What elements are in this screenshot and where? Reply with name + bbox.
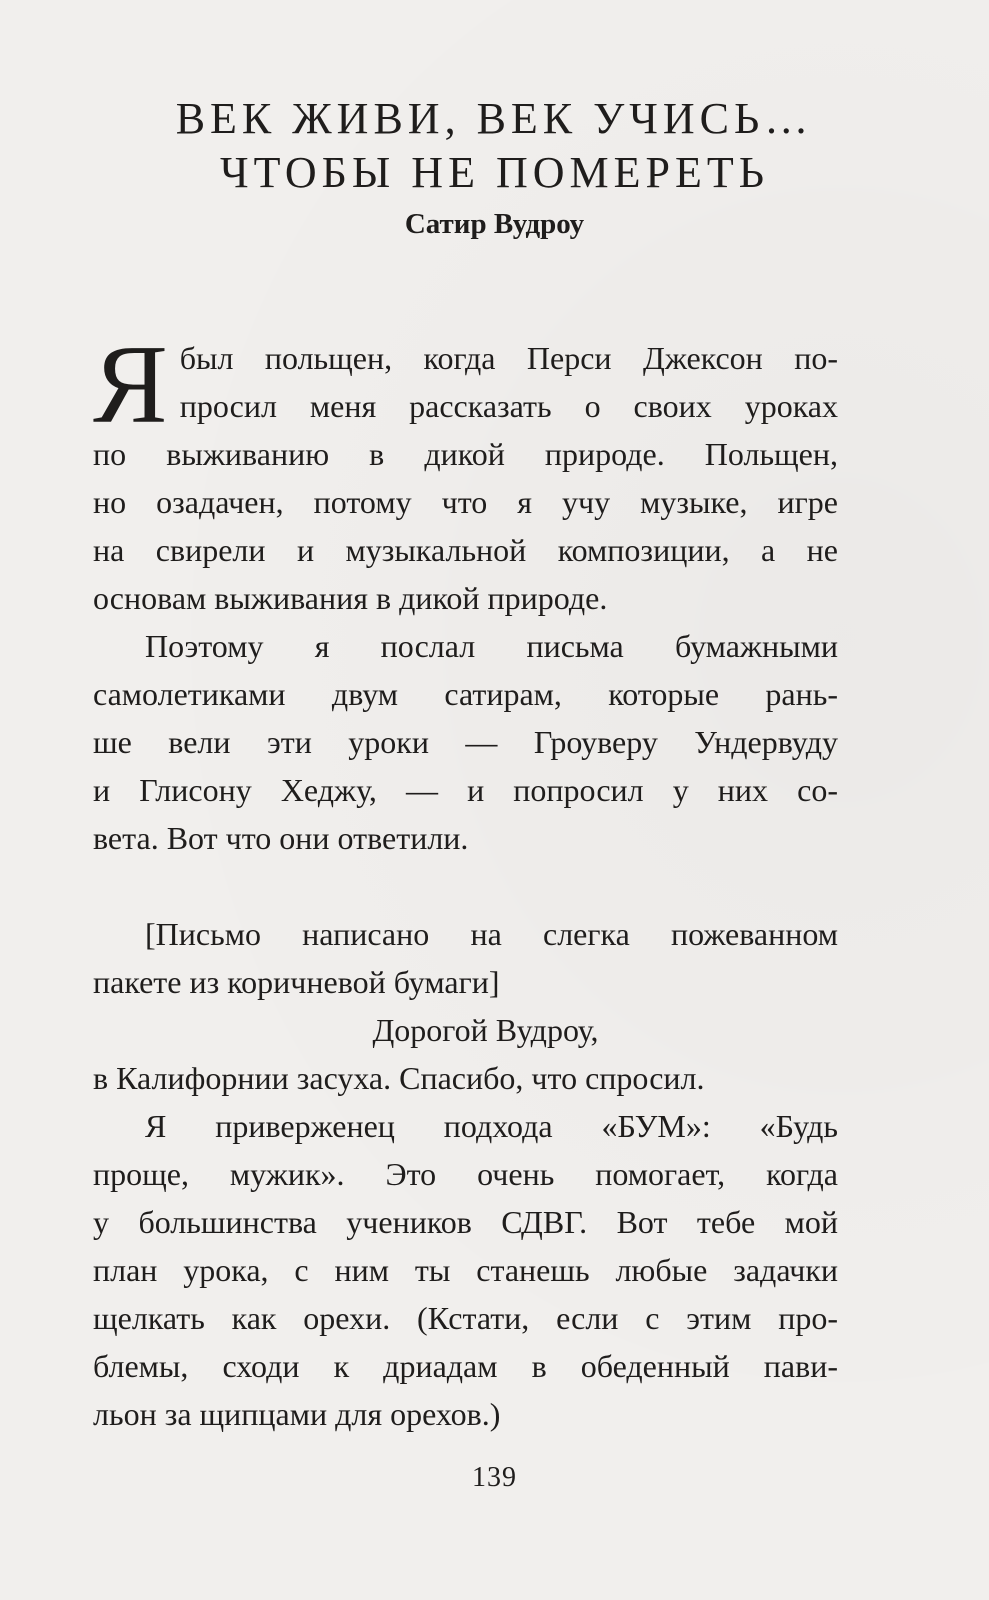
text-line: Поэтому я послал письма бумажными bbox=[145, 628, 838, 664]
text-line: и Глисону Хеджу, — и попросил у них со- bbox=[93, 772, 838, 808]
letter-note-line: пакете из коричневой бумаги] bbox=[93, 964, 500, 1000]
text-line: проще, мужик». Это очень помогает, когда bbox=[93, 1156, 838, 1192]
chapter-title-line-2: ЧТОБЫ НЕ ПОМЕРЕТЬ bbox=[220, 148, 769, 197]
section-gap bbox=[93, 862, 838, 910]
text-line: щелкать как орехи. (Кстати, если с этим про- bbox=[93, 1300, 838, 1336]
chapter-title-line-1: ВЕК ЖИВИ, ВЕК УЧИСЬ… bbox=[175, 94, 814, 143]
drop-cap: Я bbox=[93, 323, 168, 447]
text-line: Я приверженец подхода «БУМ»: «Будь bbox=[145, 1108, 838, 1144]
text-line: но озадачен, потому что я учу музыке, игре bbox=[93, 484, 838, 520]
text-line: льон за щипцами для орехов.) bbox=[93, 1396, 501, 1432]
text-line: блемы, сходи к дриадам в обеденный пави- bbox=[93, 1348, 838, 1384]
text-line: был польщен, когда Перси Джексон по- bbox=[179, 340, 838, 376]
chapter-heading bbox=[0, 92, 989, 244]
text-line: вета. Вот что они ответили. bbox=[93, 820, 469, 856]
text-line: план урока, с ним ты станешь любые задачки bbox=[93, 1252, 838, 1288]
chapter-author: Сатир Вудроу bbox=[404, 208, 585, 240]
text-line: самолетиками двум сатирам, которые рань- bbox=[93, 676, 838, 712]
text-line: основам выживания в дикой природе. bbox=[93, 580, 608, 616]
page-number: 139 bbox=[472, 1462, 517, 1493]
text-line: ше вели эти уроки — Гроуверу Ундервуду bbox=[93, 724, 838, 760]
text-line: по выживанию в дикой природе. Польщен, bbox=[93, 436, 838, 472]
text-line: у большинства учеников СДВГ. Вот тебе мой bbox=[93, 1204, 838, 1240]
text-line: на свирели и музыкальной композиции, а не bbox=[93, 532, 838, 568]
body-text bbox=[93, 323, 838, 1438]
text-line: в Калифорнии засуха. Спасибо, что спросил. bbox=[93, 1060, 705, 1096]
letter-note-line: [Письмо написано на слегка пожеванном bbox=[145, 916, 838, 952]
letter-salutation: Дорогой Вудроу, bbox=[372, 1012, 599, 1048]
text-line: просил меня рассказать о своих уроках bbox=[179, 388, 838, 424]
